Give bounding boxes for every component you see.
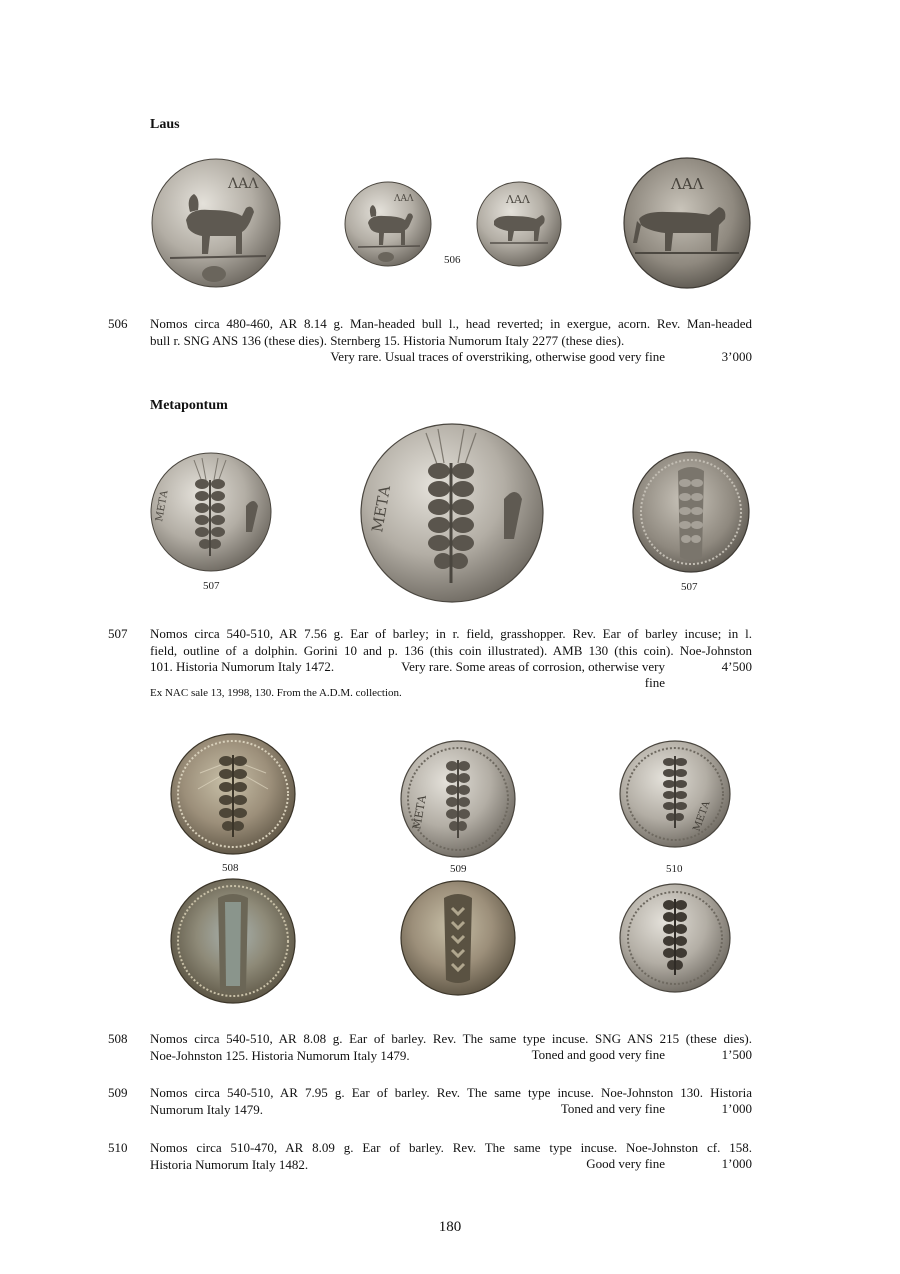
lot-condition-506: Very rare. Usual traces of overstriking, otherwise good very fine <box>330 349 665 364</box>
lot-510-line: Historia Numorum Italy 1482. <box>150 1156 309 1172</box>
coin-legend: ΜΕΤΑ <box>368 484 395 534</box>
coin-507-obverse-large <box>360 423 544 603</box>
section-heading-metapontum: Metapontum <box>150 398 228 413</box>
page-number: 180 <box>438 1219 462 1235</box>
lot-507-line: 101. Historia Numorum Italy 1472. <box>150 659 335 674</box>
coin-legend: ΛΑΛ <box>394 194 414 204</box>
coin-508-reverse <box>170 878 296 1004</box>
lot-price-507: 4’500 <box>721 659 752 674</box>
coin-506-obverse-small <box>344 181 432 267</box>
lot-number-509: 509 <box>108 1085 128 1100</box>
coin-509-obverse <box>400 740 516 858</box>
lot-price-510: 1’000 <box>721 1156 752 1171</box>
coin-legend: ΜΕΤΑ <box>410 794 429 831</box>
lot-price-508: 1’500 <box>721 1047 752 1062</box>
coin-506-reverse-large <box>623 157 751 289</box>
coin-legend: ΜΕΤΑ <box>154 489 171 523</box>
lot-condition-509: Toned and very fine <box>560 1101 665 1116</box>
lot-510-line: Nomos circa 510-470, AR 8.09 g. Ear of barley. Rev. The same type incuse. Noe-Johnston cf. 158. <box>150 1140 752 1155</box>
section-heading-laus: Laus <box>150 117 180 132</box>
coin-caption-509: 509 <box>450 863 467 875</box>
lot-number-507: 507 <box>108 626 128 641</box>
lot-509-line: Numorum Italy 1479. <box>150 1101 264 1117</box>
coin-506-obverse-large <box>150 158 282 288</box>
lot-condition-508: Toned and good very fine <box>531 1047 665 1062</box>
lot-price-509: 1’000 <box>721 1101 752 1116</box>
lot-condition-510: Good very fine <box>586 1156 665 1171</box>
lot-number-508: 508 <box>108 1031 128 1046</box>
coin-legend: ΜΕΤΑ <box>691 799 713 834</box>
lot-number-506: 506 <box>108 316 128 331</box>
coin-caption-508: 508 <box>222 862 239 874</box>
lot-provenance-507: Ex NAC sale 13, 1998, 130. From the A.D.M. collection. <box>150 687 402 699</box>
coin-legend: ΛΑΛ <box>228 176 259 192</box>
coin-caption-506: 506 <box>444 254 461 266</box>
coin-508-obverse <box>170 733 296 855</box>
lot-507-line: field, outline of a dolphin. Gorini 10 and p. 136 (this coin illustrated). AMB 130 (this coin). Noe-Johnston <box>150 642 752 658</box>
lot-507-line: Nomos circa 540-510, AR 7.56 g. Ear of barley; in r. field, grasshopper. Rev. Ear of barley incuse; in l. <box>150 626 752 641</box>
coin-507-obverse-small <box>150 452 272 572</box>
lot-508-line: Nomos circa 540-510, AR 8.08 g. Ear of barley. Rev. The same type incuse. SNG ANS 215 (these dies). <box>150 1031 752 1046</box>
lot-description-506 <box>150 316 752 349</box>
lot-506-line: bull r. SNG ANS 136 (these dies). Sternberg 15. Historia Numorum Italy 2277 (these dies). <box>150 332 625 348</box>
coin-caption-507: 507 <box>203 580 220 592</box>
coin-caption-510: 510 <box>666 863 683 875</box>
coin-legend: ΛΑΛ <box>671 175 704 193</box>
coin-509-reverse <box>400 880 516 996</box>
coin-510-obverse <box>619 740 731 848</box>
lot-506-line: Nomos circa 480-460, AR 8.14 g. Man-headed bull l., head reverted; in exergue, acorn. Rev. Man-headed <box>150 316 752 331</box>
lot-price-506: 3’000 <box>721 349 752 364</box>
lot-number-510: 510 <box>108 1140 128 1155</box>
coin-legend: ΛΑΛ <box>506 193 530 206</box>
lot-509-line: Nomos circa 540-510, AR 7.95 g. Ear of barley. Rev. The same type incuse. Noe-Johnston 130. Historia <box>150 1085 752 1100</box>
coin-506-reverse-small <box>476 181 562 267</box>
lot-508-line: Noe-Johnston 125. Historia Numorum Italy 1479. <box>150 1047 410 1063</box>
coin-510-reverse <box>619 883 731 993</box>
lot-condition-507: Very rare. Some areas of corrosion, otherwise very fine <box>401 659 665 690</box>
coin-507-reverse <box>632 451 750 573</box>
coin-caption-507-reverse: 507 <box>681 581 698 593</box>
